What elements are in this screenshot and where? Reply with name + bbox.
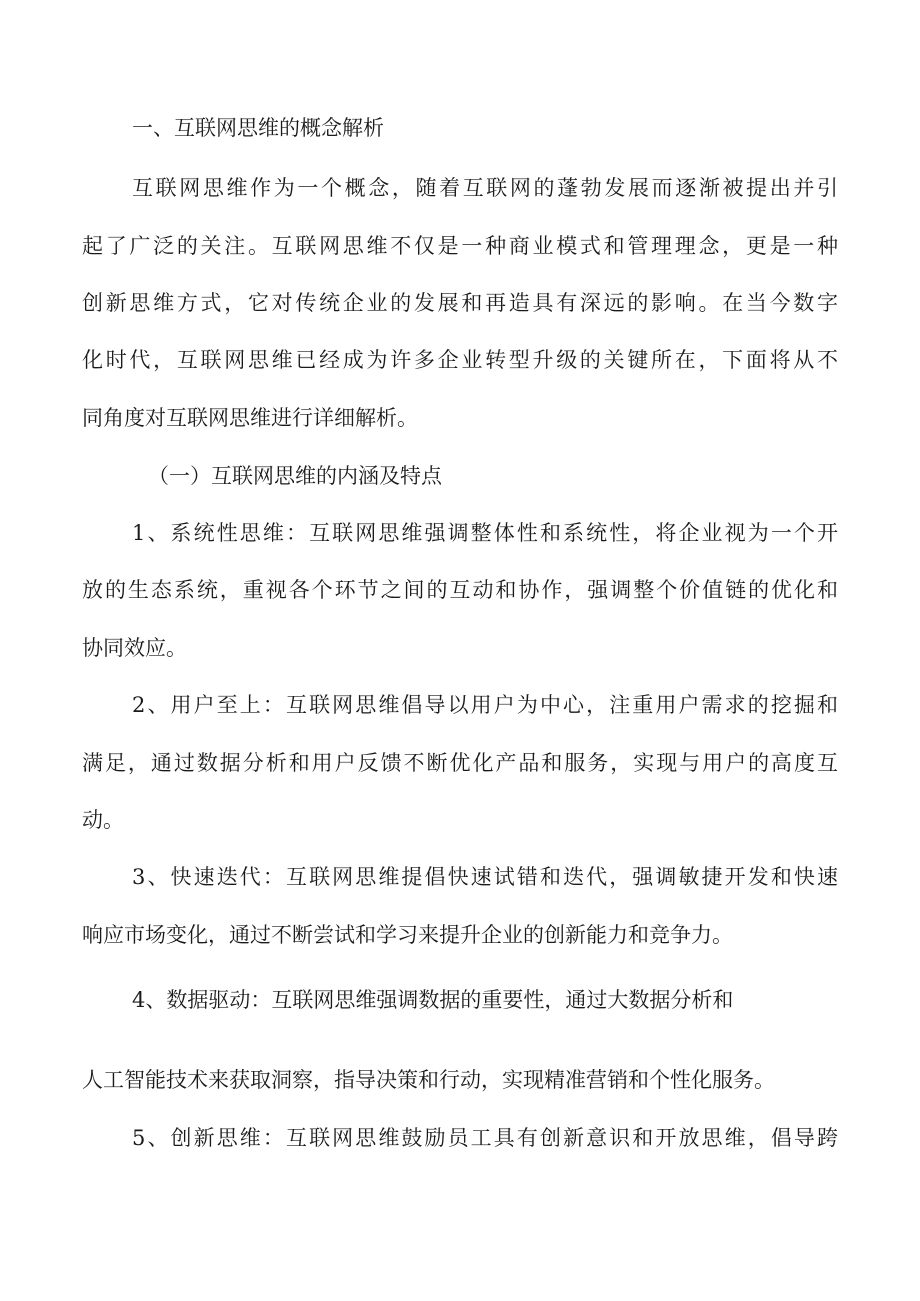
item1-line-1: 1、系统性思维：互联网思维强调整体性和系统性，将企业视为一个开 (132, 521, 838, 545)
intro-line-3: 创新思维方式，它对传统企业的发展和再造具有深远的影响。在当今数字 (82, 291, 838, 315)
section-heading: 一、互联网思维的概念解析 (132, 116, 384, 140)
item2-line-3: 动。 (82, 808, 124, 832)
item2-line-2: 满足，通过数据分析和用户反馈不断优化产品和服务，实现与用户的高度互 (82, 751, 838, 775)
item3-line-1: 3、快速迭代：互联网思维提倡快速试错和迭代，强调敏捷开发和快速 (132, 865, 838, 889)
intro-line-5: 同角度对互联网思维进行详细解析。 (82, 406, 418, 430)
item1-line-2: 放的生态系统，重视各个环节之间的互动和协作，强调整个价值链的优化和 (82, 578, 838, 602)
subsection-heading: （一）互联网思维的内涵及特点 (148, 464, 442, 488)
intro-line-1: 互联网思维作为一个概念，随着互联网的蓬勃发展而逐渐被提出并引 (132, 176, 838, 200)
item4-line-1: 4、数据驱动：互联网思维强调数据的重要性，通过大数据分析和 (132, 988, 734, 1012)
item5-line-1: 5、创新思维：互联网思维鼓励员工具有创新意识和开放思维，倡导跨 (132, 1126, 838, 1150)
item4-line-2: 人工智能技术来获取洞察，指导决策和行动，实现精准营销和个性化服务。 (82, 1068, 775, 1092)
intro-line-2: 起了广泛的关注。互联网思维不仅是一种商业模式和管理理念，更是一种 (82, 234, 838, 258)
item1-line-3: 协同效应。 (82, 636, 187, 660)
intro-line-4: 化时代，互联网思维已经成为许多企业转型升级的关键所在，下面将从不 (82, 348, 838, 372)
item2-line-1: 2、用户至上：互联网思维倡导以用户为中心，注重用户需求的挖掘和 (132, 693, 838, 717)
item3-line-2: 响应市场变化，通过不断尝试和学习来提升企业的创新能力和竞争力。 (82, 923, 733, 947)
